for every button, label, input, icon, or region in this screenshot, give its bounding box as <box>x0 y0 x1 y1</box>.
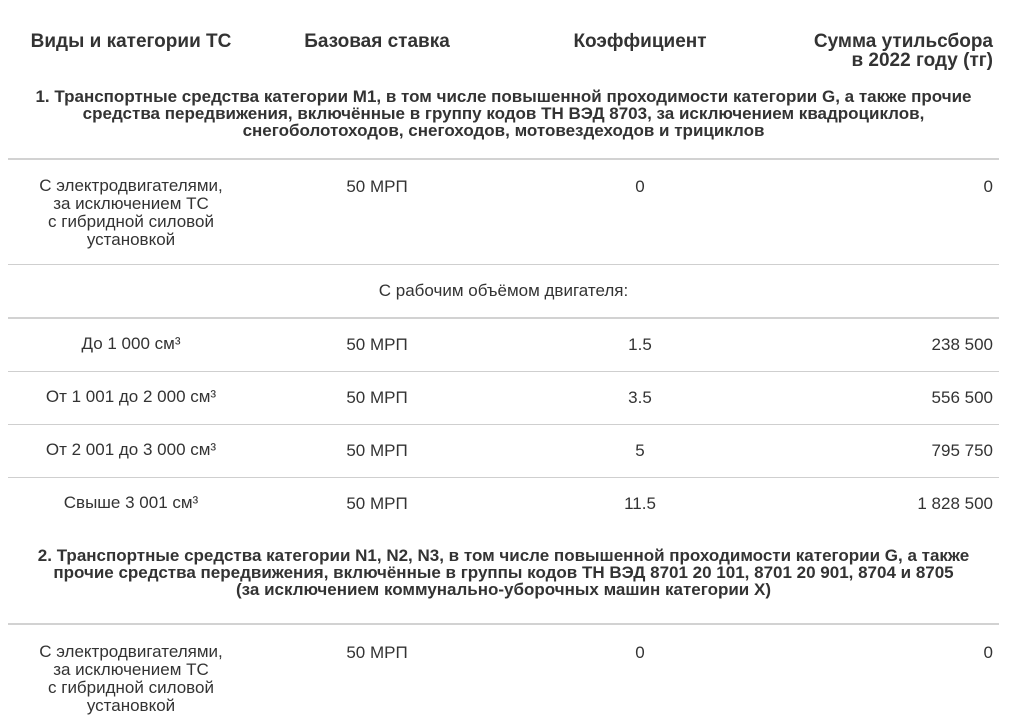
fee-sum-cell: 1 828 500 <box>917 494 993 513</box>
base-rate-cell: 50 МРП <box>346 494 408 513</box>
table-row <box>8 425 999 477</box>
section-1-title <box>8 80 999 158</box>
fee-sum-cell: 0 <box>983 177 993 196</box>
header-fee-sum-line2: в 2022 году (тг) <box>851 50 993 71</box>
vehicle-type-line: установкой <box>86 696 176 715</box>
vehicle-type-cell: До 1 000 см³ <box>81 334 181 353</box>
fee-sum-cell: 238 500 <box>931 335 993 354</box>
table-row <box>8 372 999 424</box>
vehicle-type-line: С электродвигателями, <box>39 642 223 661</box>
header-base-rate: Базовая ставка <box>304 31 450 52</box>
base-rate-cell: 50 МРП <box>346 643 408 662</box>
table-row <box>8 478 999 531</box>
vehicle-type-cell <box>8 643 254 715</box>
vehicle-type-line: с гибридной силовой <box>48 212 214 231</box>
header-vehicle-type: Виды и категории ТС <box>30 31 232 52</box>
vehicle-type-cell: Свыше 3 001 см³ <box>63 493 199 512</box>
fee-sum-cell: 795 750 <box>931 441 993 460</box>
engine-volume-subheading: С рабочим объёмом двигателя: <box>378 281 629 300</box>
base-rate-cell: 50 МРП <box>346 177 408 196</box>
coefficient-cell: 0 <box>635 643 645 662</box>
table-row <box>8 319 999 371</box>
vehicle-type-cell <box>8 177 254 249</box>
table-row-electric <box>8 160 999 264</box>
vehicle-type-line: за исключением ТС <box>53 660 209 679</box>
vehicle-type-line: за исключением ТС <box>53 194 209 213</box>
header-coefficient: Коэффициент <box>573 31 707 52</box>
section-2-title <box>8 531 999 623</box>
recycling-fee-table <box>8 0 999 725</box>
vehicle-type-cell: От 2 001 до 3 000 см³ <box>45 440 217 459</box>
coefficient-cell: 3.5 <box>628 388 652 407</box>
coefficient-cell: 11.5 <box>624 494 656 513</box>
base-rate-cell: 50 МРП <box>346 441 408 460</box>
section-2-title-line1: 2. Транспортные средства категории N1, N2, N3, в том числе повышенной проходимости категории G, а также <box>37 546 970 565</box>
base-rate-cell: 50 МРП <box>346 388 408 407</box>
base-rate-cell: 50 МРП <box>346 335 408 354</box>
section-1-title-line2: средства передвижения, включённые в группу кодов ТН ВЭД 8703, за исключением квадроциклов, <box>82 104 925 123</box>
vehicle-type-cell: От 1 001 до 2 000 см³ <box>45 387 217 406</box>
vehicle-type-line: установкой <box>86 230 176 249</box>
section-2-title-line3: (за исключением коммунально-уборочных машин категории X) <box>236 580 771 599</box>
section-1-title-line1: 1. Транспортные средства категории М1, в том числе повышенной проходимости категории G, а также прочие <box>35 87 972 106</box>
section-2-title-line2: прочие средства передвижения, включённые в группы кодов ТН ВЭД 8701 20 101, 8701 20 901, 8704 и 8705 <box>53 563 954 582</box>
table-row-electric <box>8 625 999 725</box>
table-header <box>8 0 999 80</box>
coefficient-cell: 5 <box>635 441 645 460</box>
header-fee-sum-line1: Сумма утильсбора <box>813 31 993 52</box>
vehicle-type-line: с гибридной силовой <box>48 678 214 697</box>
header-fee-sum <box>753 32 993 70</box>
vehicle-type-line: С электродвигателями, <box>39 176 223 195</box>
fee-sum-cell: 0 <box>983 643 993 662</box>
section-1-title-line3: снегоболотоходов, снегоходов, мотовездеходов и трициклов <box>242 121 765 140</box>
fee-sum-cell: 556 500 <box>931 388 993 407</box>
coefficient-cell: 0 <box>635 177 645 196</box>
coefficient-cell: 1.5 <box>628 335 652 354</box>
